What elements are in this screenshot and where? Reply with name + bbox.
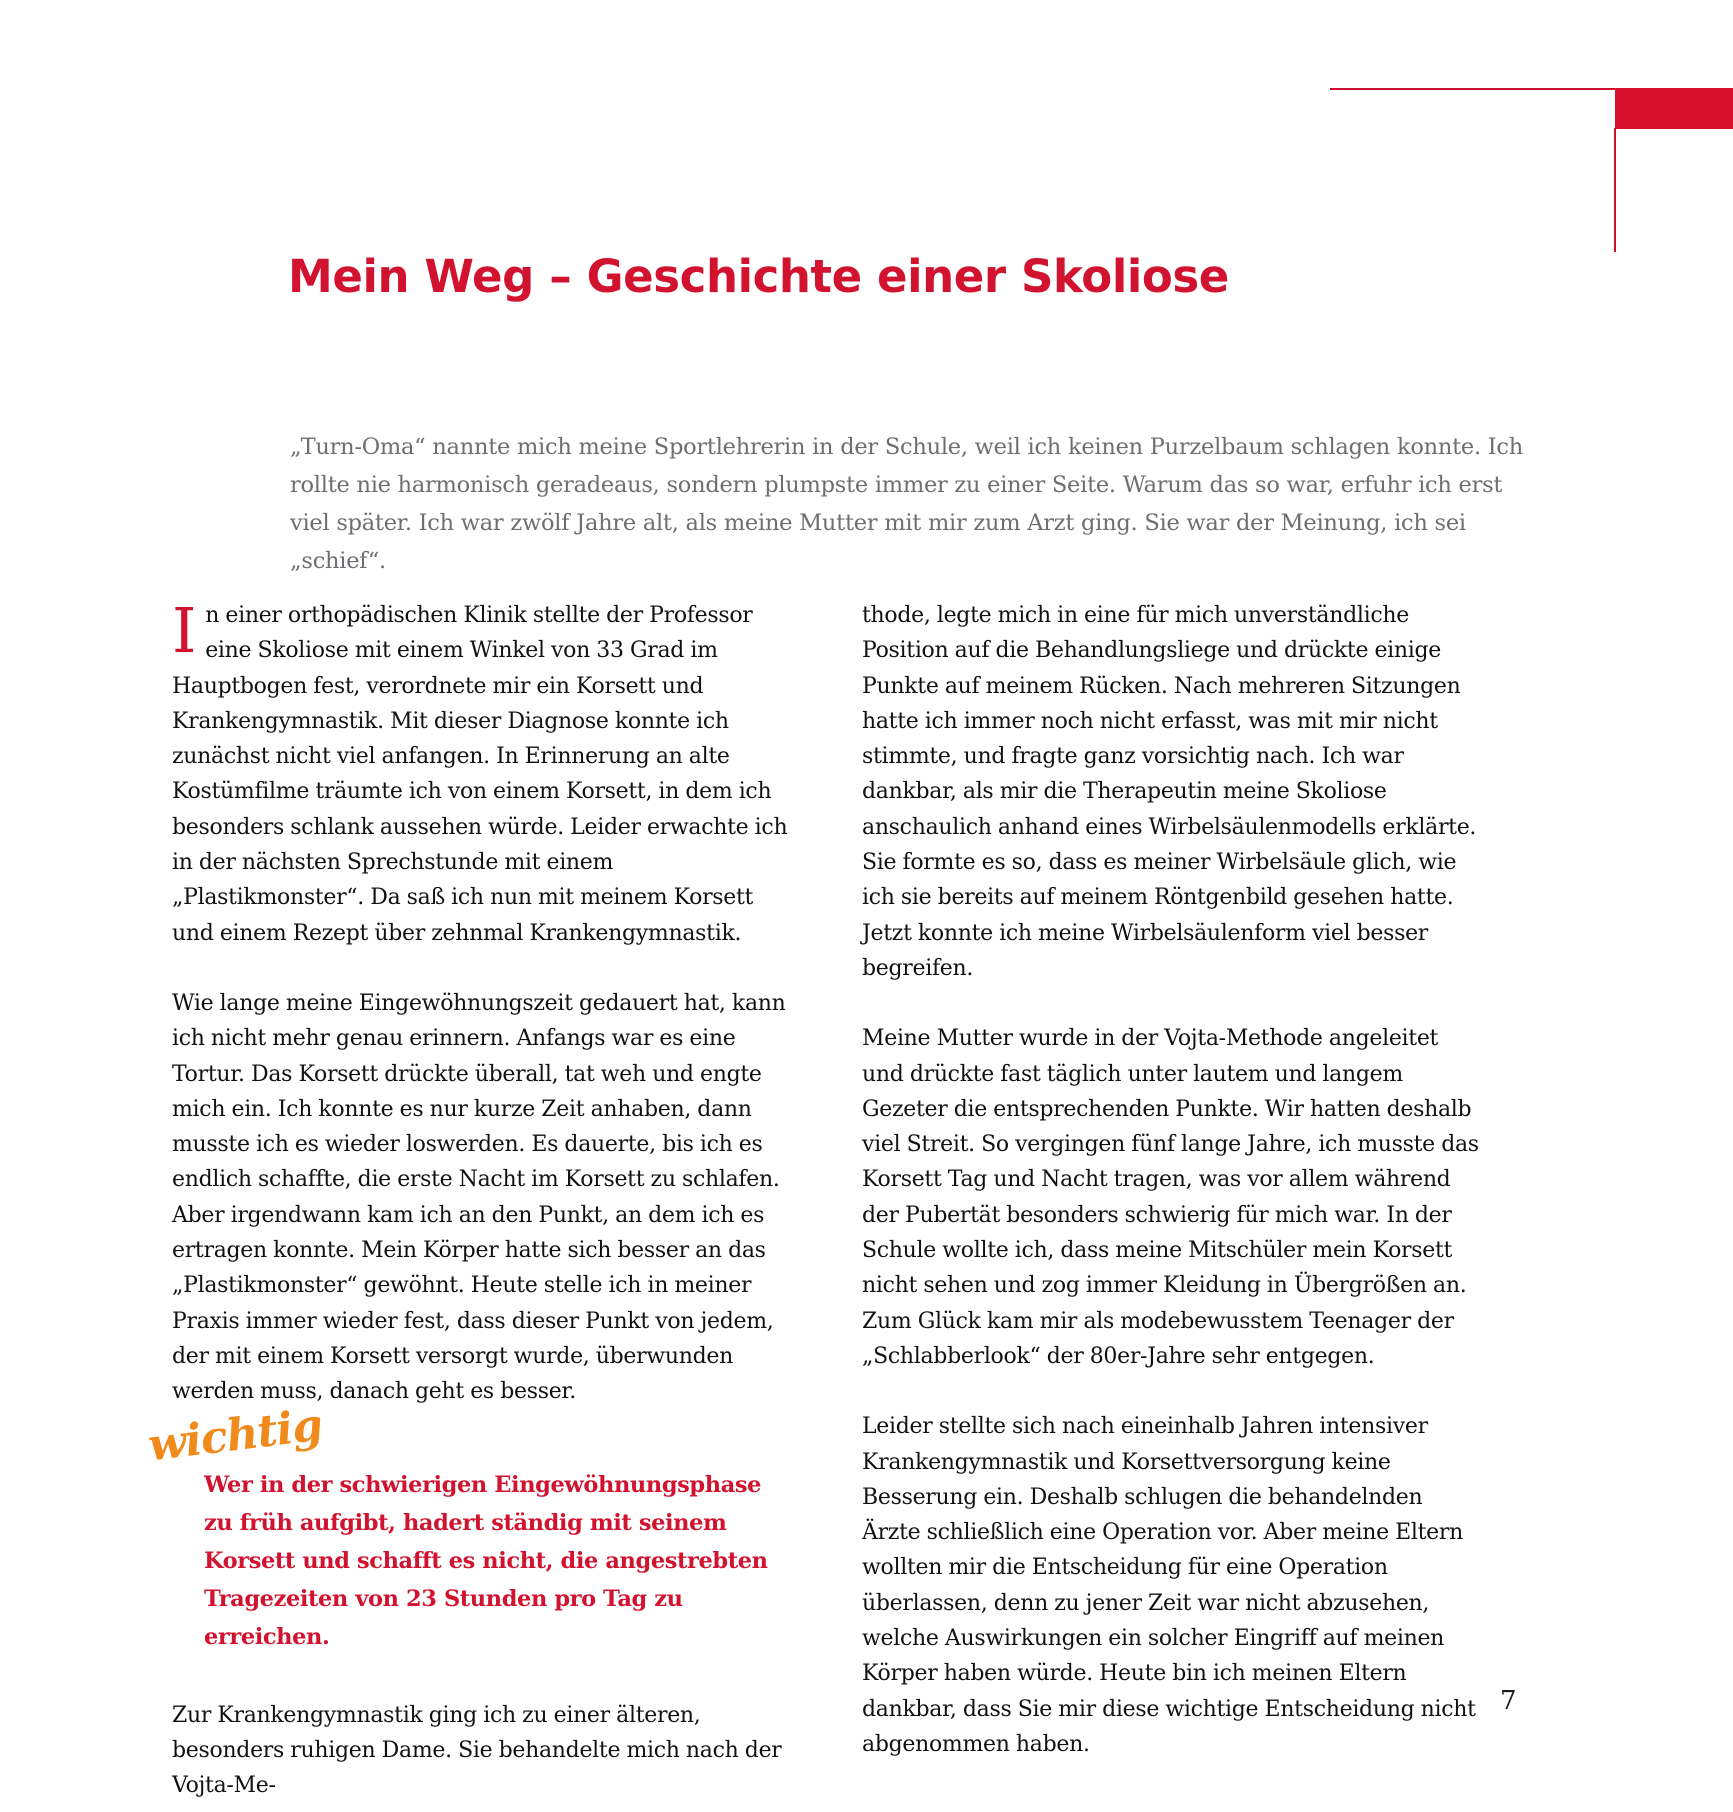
intro-paragraph: „Turn-Oma“ nannte mich meine Sportlehrerin in der Schule, weil ich keinen Purzelbaum schlagen konnte. Ich rollte nie harmonisch geradeaus, sondern plumpste immer zu einer Seite. Warum das so war, erfuhr ich erst viel später. Ich war zwölf Jahre alt, als meine Mutter mit mir zum Arzt ging. Sie war der Meinung, ich sei „schief“.: [290, 433, 1524, 574]
page-number: 7: [1500, 1686, 1517, 1716]
wichtig-marker: wichtig: [145, 1399, 325, 1471]
page-title: Mein Weg – Geschichte einer Skoliose: [288, 250, 1229, 304]
callout-text: Wer in der schwierigen Eingewöhnungsphase zu früh aufgibt, hadert ständig mit seinem Korsett und schafft es nicht, die angestrebten Tragezeiten von 23 Stunden pro Tag zu erreichen.: [204, 1471, 768, 1650]
important-callout: [145, 1399, 794, 1656]
body-paragraph: Meine Mutter wurde in der Vojta-Methode angeleitet und drückte fast täglich unter lautem und langem Gezeter die entsprechenden Punkte. Wir hatten deshalb viel Streit. So vergingen fünf lange Jahre, ich musste das Korsett Tag und Nacht tragen, was vor allem während der Pubertät besonders schwierig für mich war. In der Schule wollte ich, dass meine Mitschüler mein Korsett nicht sehen und zog immer Kleidung in Übergrößen an. Zum Glück kam mir als modebewusstem Teenager der „Schlabberlook“ der 80er-Jahre sehr entgegen.: [862, 1026, 1479, 1369]
body-paragraph: Zur Krankengymnastik ging ich zu einer älteren, besonders ruhigen Dame. Sie behandelte mich nach der Vojta-Me-: [172, 1702, 782, 1799]
body-paragraph: Wie lange meine Eingewöhnungszeit gedauert hat, kann ich nicht mehr genau erinnern. Anfangs war es eine Tortur. Das Korsett drückte überall, tat weh und engte mich ein. Ich konnte es nur kurze Zeit anhaben, dann musste ich es wieder loswerden. Es dauerte, bis ich es endlich schaffte, die erste Nacht im Korsett zu schlafen. Aber irgendwann kam ich an den Punkt, an dem ich es ertragen konnte. Mein Körper hatte sich besser an das „Plastikmonster“ gewöhnt. Heute stelle ich in meiner Praxis immer wieder fest, dass dieser Punkt von jedem, der mit einem Korsett versorgt wurde, überwunden werden muss, danach geht es besser.: [172, 990, 786, 1405]
body-paragraph: thode, legte mich in eine für mich unverständliche Position auf die Behandlungsliege und drückte einige Punkte auf meinem Rücken. Nach mehreren Sitzungen hatte ich immer noch nicht erfasst, was mit mir nicht stimmte, und fragte ganz vorsichtig nach. Ich war dankbar, als mir die Therapeutin meine Skoliose anschaulich anhand eines Wirbelsäulenmodells erklärte. Sie formte es so, dass es meiner Wirbelsäule glich, wie ich sie bereits auf meinem Röntgenbild gesehen hatte. Jetzt konnte ich meine Wirbelsäulenform viel besser begreifen.: [862, 603, 1477, 981]
corner-red-block: [1615, 88, 1733, 129]
drop-cap: I: [172, 594, 197, 667]
body-paragraph: [172, 594, 794, 951]
column-left: [145, 594, 794, 1803]
column-right: [862, 598, 1484, 1762]
corner-horizontal-rule: [1330, 88, 1617, 90]
corner-vertical-rule: [1614, 128, 1616, 252]
body-paragraph-text: n einer orthopädischen Klinik stellte der Professor eine Skoliose mit einem Winkel von 33 Grad im Hauptbogen fest, verordnete mir ein Korsett und Krankengymnastik. Mit dieser Diagnose konnte ich zunächst nicht viel anfangen. In Erinnerung an alte Kostümfilme träumte ich von einem Korsett, in dem ich besonders schlank aussehen würde. Leider erwachte ich in der nächsten Sprechstunde mit einem „Plastikmonster“. Da saß ich nun mit meinem Korsett und einem Rezept über zehnmal Krankengymnastik.: [172, 603, 788, 946]
body-columns: [145, 594, 1552, 1799]
body-paragraph: Leider stellte sich nach eineinhalb Jahren intensiver Krankengymnastik und Korsettversorgung keine Besserung ein. Deshalb schlugen die behandelnden Ärzte schließlich eine Operation vor. Aber meine Eltern wollten mir die Entscheidung für eine Operation überlassen, denn zu jener Zeit war nicht abzusehen, welche Auswirkungen ein solcher Eingriff auf meinen Körper haben würde. Heute bin ich meinen Eltern dankbar, dass Sie mir diese wichtige Entscheidung nicht abgenommen haben.: [862, 1414, 1476, 1757]
